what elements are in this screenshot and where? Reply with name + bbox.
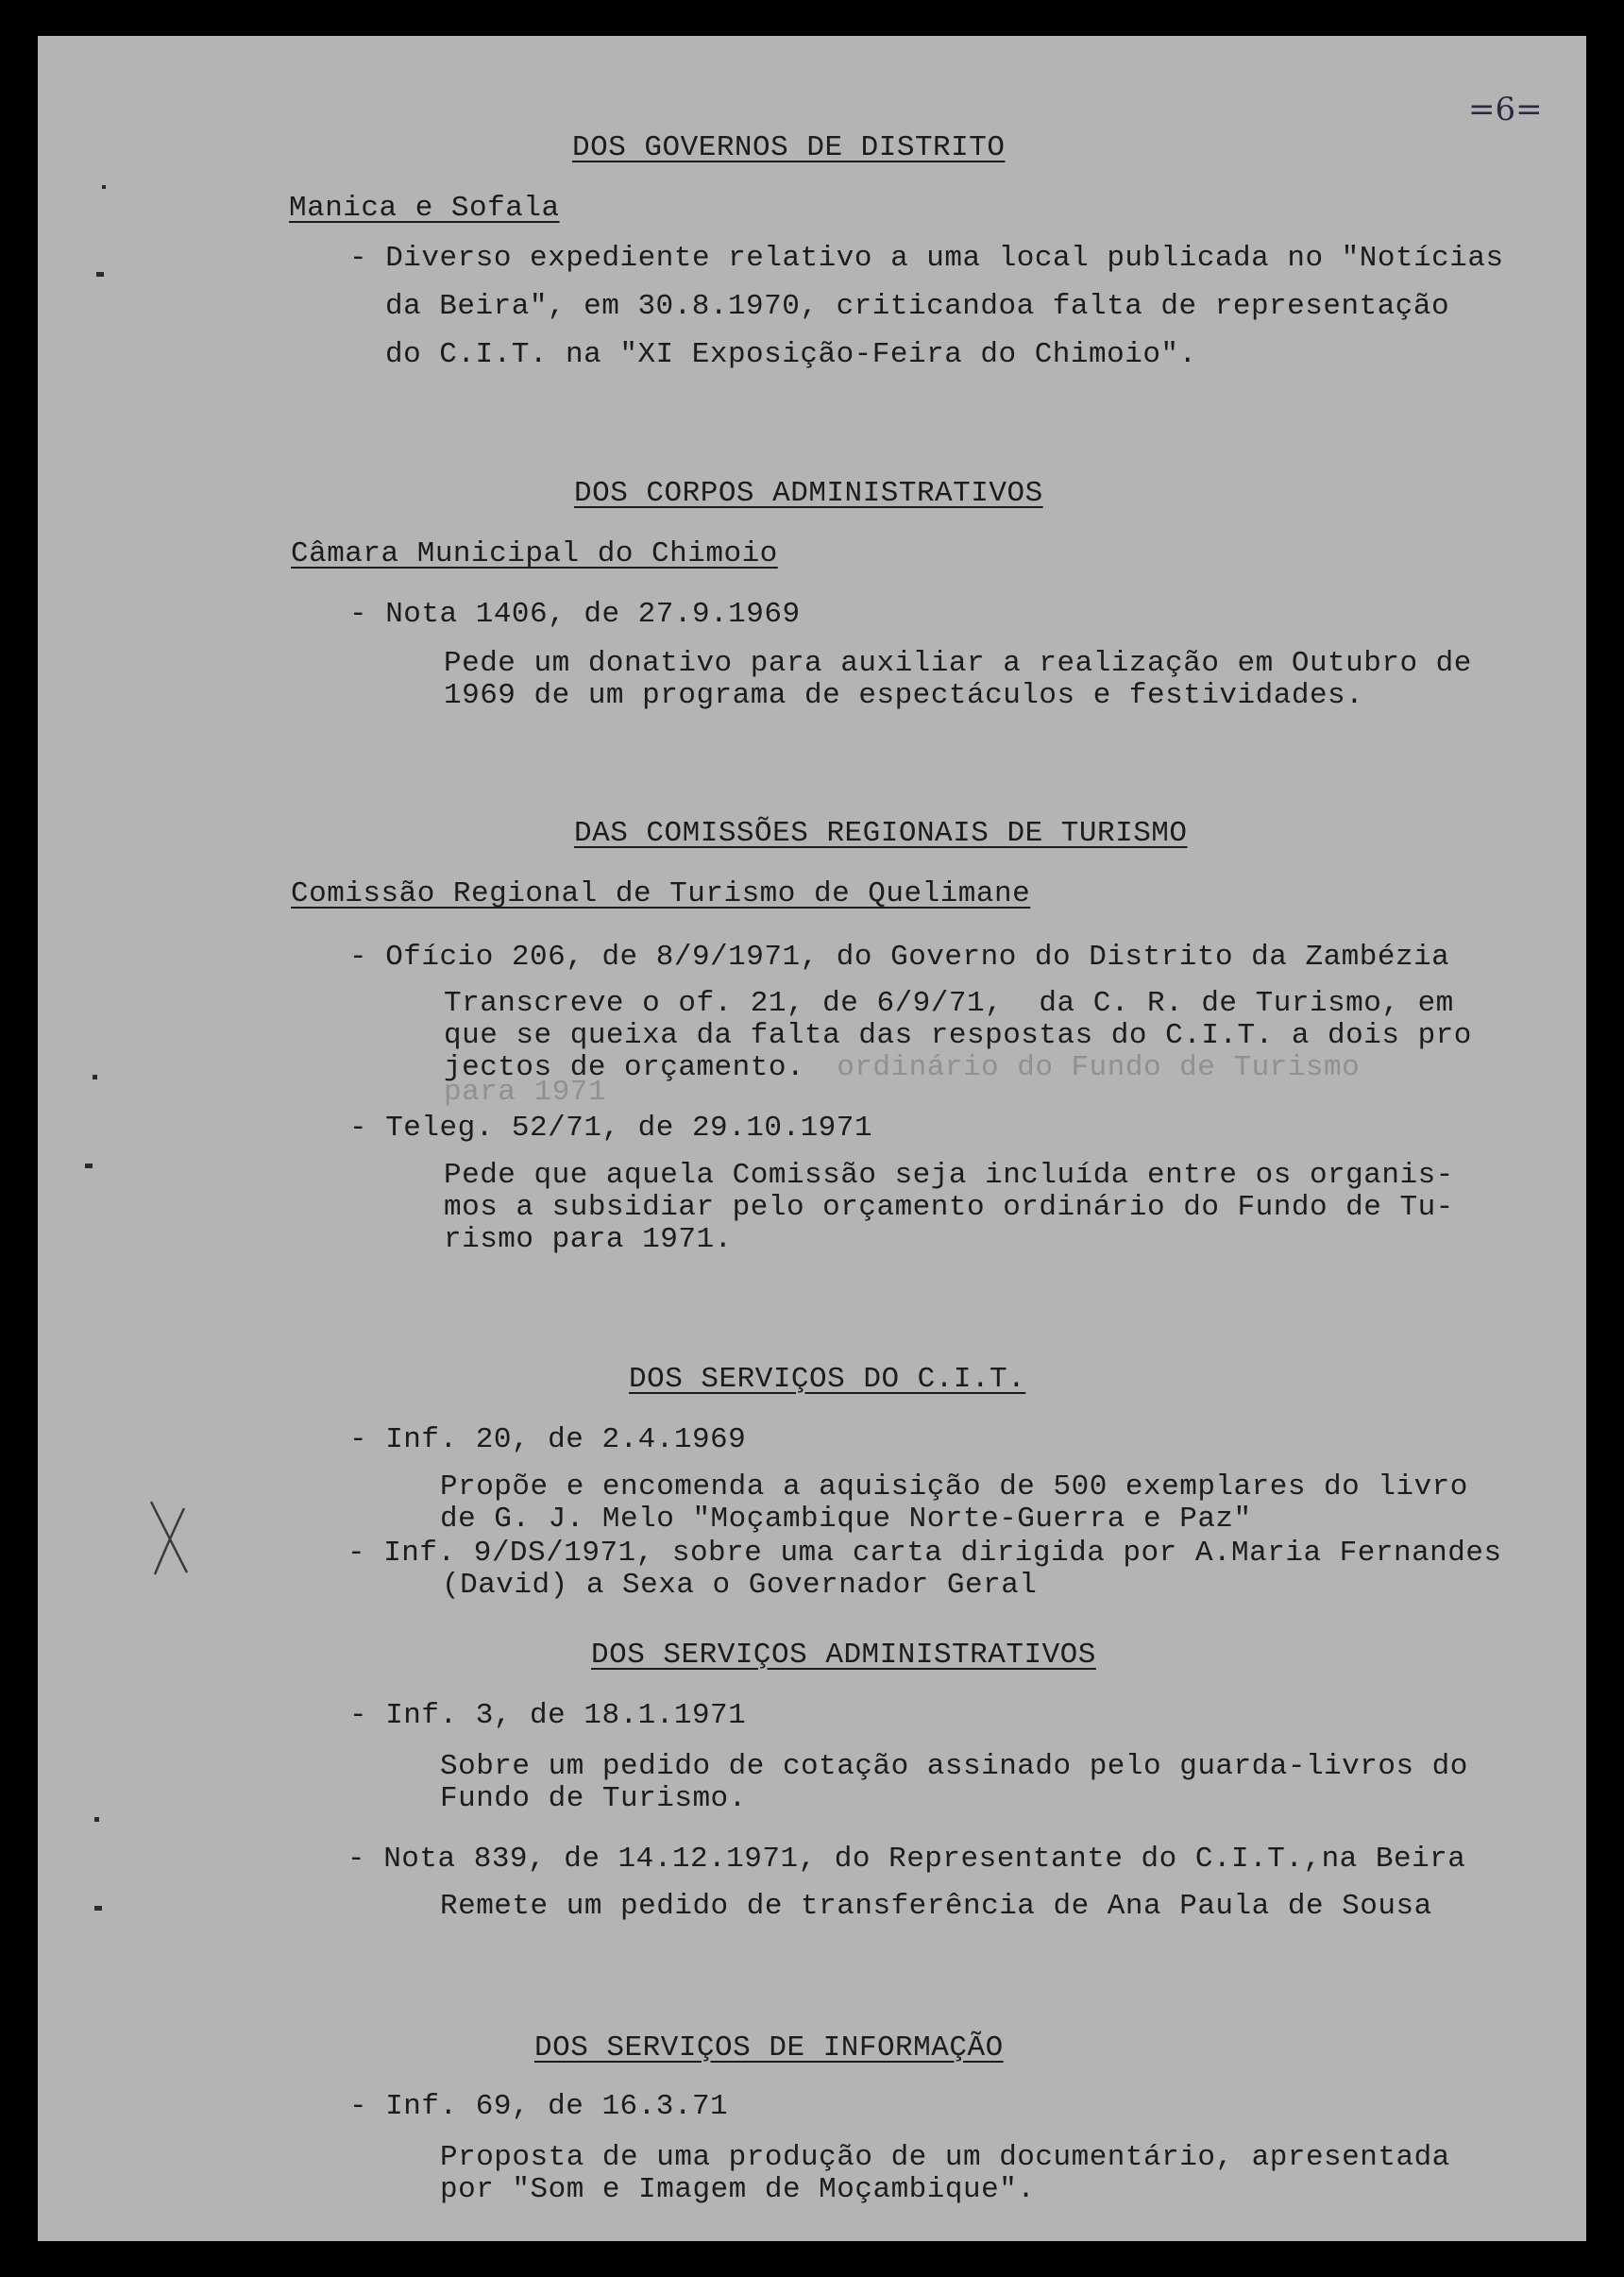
body-text: da Beira", em 30.8.1970, criticandoa falta de representação [385, 290, 1450, 323]
body-text: (David) a Sexa o Governador Geral [442, 1569, 1038, 1602]
body-text: - Diverso expediente relativo a uma local publicada no "Notícias [349, 242, 1504, 275]
section-subheading: Comissão Regional de Turismo de Quelimane [291, 877, 1031, 910]
margin-mark [96, 272, 104, 277]
list-item: - Inf. 9/DS/1971, sobre uma carta dirigida por A.Maria Fernandes [347, 1537, 1502, 1570]
margin-mark [85, 1164, 93, 1168]
list-item: - Inf. 69, de 16.3.71 [349, 2090, 729, 2123]
body-text: rismo para 1971. [444, 1223, 733, 1256]
handwritten-x-mark [142, 1497, 198, 1582]
body-text: Proposta de uma produção de um documentário, apresentada [440, 2141, 1450, 2174]
section-subheading: Câmara Municipal do Chimoio [291, 537, 778, 570]
margin-mark [94, 1817, 99, 1822]
body-text: que se queixa da falta das respostas do C.I.T. a dois pro [444, 1019, 1472, 1052]
body-text: Pede que aquela Comissão seja incluída entre os organis- [444, 1159, 1454, 1192]
body-text: jectos de orçamento. [444, 1051, 805, 1084]
section-heading: DOS GOVERNOS DE DISTRITO [572, 131, 1006, 164]
list-item: - Ofício 206, de 8/9/1971, do Governo do Distrito da Zambézia [349, 941, 1450, 974]
page-number: =6= [1468, 91, 1543, 128]
section-subheading: Manica e Sofala [289, 192, 560, 225]
body-text: por "Som e Imagem de Moçambique". [440, 2173, 1036, 2206]
section-heading: DOS SERVIÇOS DE INFORMAÇÃO [534, 2031, 1004, 2065]
body-text: Propõe e encomenda a aquisição de 500 exemplares do livro [440, 1470, 1468, 1504]
body-text: Transcreve o of. 21, de 6/9/71, da C. R. de Turismo, em [444, 987, 1454, 1020]
struck-text: para 1971 [444, 1076, 606, 1109]
body-text: Pede um donativo para auxiliar a realização em Outubro de [444, 647, 1472, 680]
body-text: Remete um pedido de transferência de Ana Paula de Sousa [440, 1890, 1432, 1923]
body-text: de G. J. Melo "Moçambique Norte-Guerra e Paz" [440, 1503, 1252, 1536]
body-text: Sobre um pedido de cotação assinado pelo guarda-livros do [440, 1750, 1468, 1783]
section-heading: DOS SERVIÇOS ADMINISTRATIVOS [591, 1639, 1096, 1672]
list-item: - Nota 1406, de 27.9.1969 [349, 598, 801, 631]
margin-mark [102, 185, 106, 189]
margin-mark [93, 1075, 97, 1079]
body-text: Fundo de Turismo. [440, 1782, 747, 1815]
body-text: do C.I.T. na "XI Exposição-Feira do Chimoio". [385, 338, 1197, 371]
list-item: - Inf. 3, de 18.1.1971 [349, 1699, 747, 1732]
margin-mark [94, 1906, 102, 1911]
body-text: 1969 de um programa de espectáculos e festividades. [444, 679, 1364, 712]
list-item: - Inf. 20, de 2.4.1969 [349, 1423, 747, 1456]
list-item: - Teleg. 52/71, de 29.10.1971 [349, 1112, 872, 1145]
struck-text: ordinário do Fundo de Turismo [801, 1051, 1361, 1084]
section-heading: DOS SERVIÇOS DO C.I.T. [629, 1363, 1026, 1396]
list-item: - Nota 839, de 14.12.1971, do Representante do C.I.T.,na Beira [347, 1843, 1466, 1876]
section-heading: DOS CORPOS ADMINISTRATIVOS [574, 477, 1043, 510]
section-heading: DAS COMISSÕES REGIONAIS DE TURISMO [574, 817, 1188, 850]
body-text: mos a subsidiar pelo orçamento ordinário do Fundo de Tu- [444, 1191, 1454, 1224]
